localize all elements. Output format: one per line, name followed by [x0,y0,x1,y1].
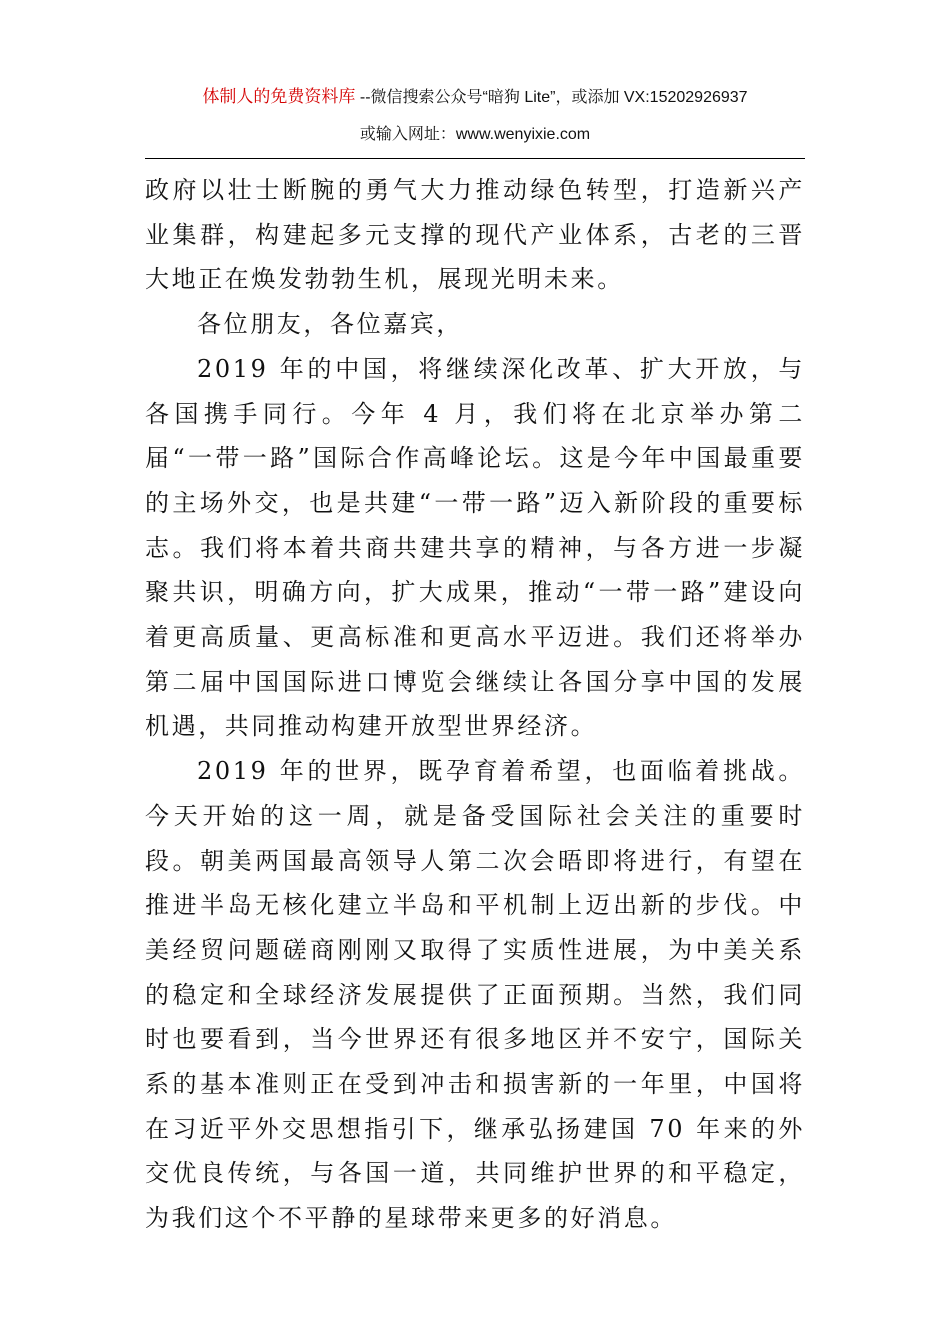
document-body [145,168,805,1241]
paragraph-world-2019: 2019 年的世界，既孕育着希望，也面临着挑战。今天开始的这一周，就是备受国际社会关注的重要时段。朝美两国最高领导人第二次会晤即将进行，有望在推进半岛无核化建立半岛和平机制上迈出新的步伐。中美经贸问题磋商刚刚又取得了实质性进展，为中美关系的稳定和全球经济发展提供了正面预期。当然，我们同时也要看到，当今世界还有很多地区并不安宁，国际关系的基本准则正在受到冲击和损害新的一年里，中国将在习近平外交思想指引下，继承弘扬建国 70 年来的外交优良传统，与各国一道，共同维护世界的和平稳定，为我们这个不平静的星球带来更多的好消息。 [145,757,805,1233]
paragraph-salutation: 各位朋友，各位嘉宾， [197,310,463,339]
header-brand: 体制人的免费资料库 [202,87,356,106]
header-promo-line [145,82,805,113]
header-contact: --微信搜索公众号“暗狗 Lite”，或添加 VX:15202926937 [355,89,748,106]
header-divider [145,158,805,159]
page-header [145,82,805,147]
paragraph-china-2019: 2019 年的中国，将继续深化改革、扩大开放，与各国携手同行。今年 4 月，我们将在北京举办第二届“一带一路”国际合作高峰论坛。这是今年中国最重要的主场外交，也是共建“一带一路”迈入新阶段的重要标志。我们将本着共商共建共享的精神，与各方进一步凝聚共识，明确方向，扩大成果，推动“一带一路”建设向着更高质量、更高标准和更高水平迈进。我们还将举办第二届中国国际进口博览会继续让各国分享中国的发展机遇，共同推动构建开放型世界经济。 [145,354,805,741]
paragraph-continued: 政府以壮士断腕的勇气大力推动绿色转型，打造新兴产业集群，构建起多元支撑的现代产业体系，古老的三晋大地正在焕发勃勃生机，展现光明未来。 [145,176,805,294]
header-website-line: 或输入网址：www.wenyixie.com [359,126,591,143]
